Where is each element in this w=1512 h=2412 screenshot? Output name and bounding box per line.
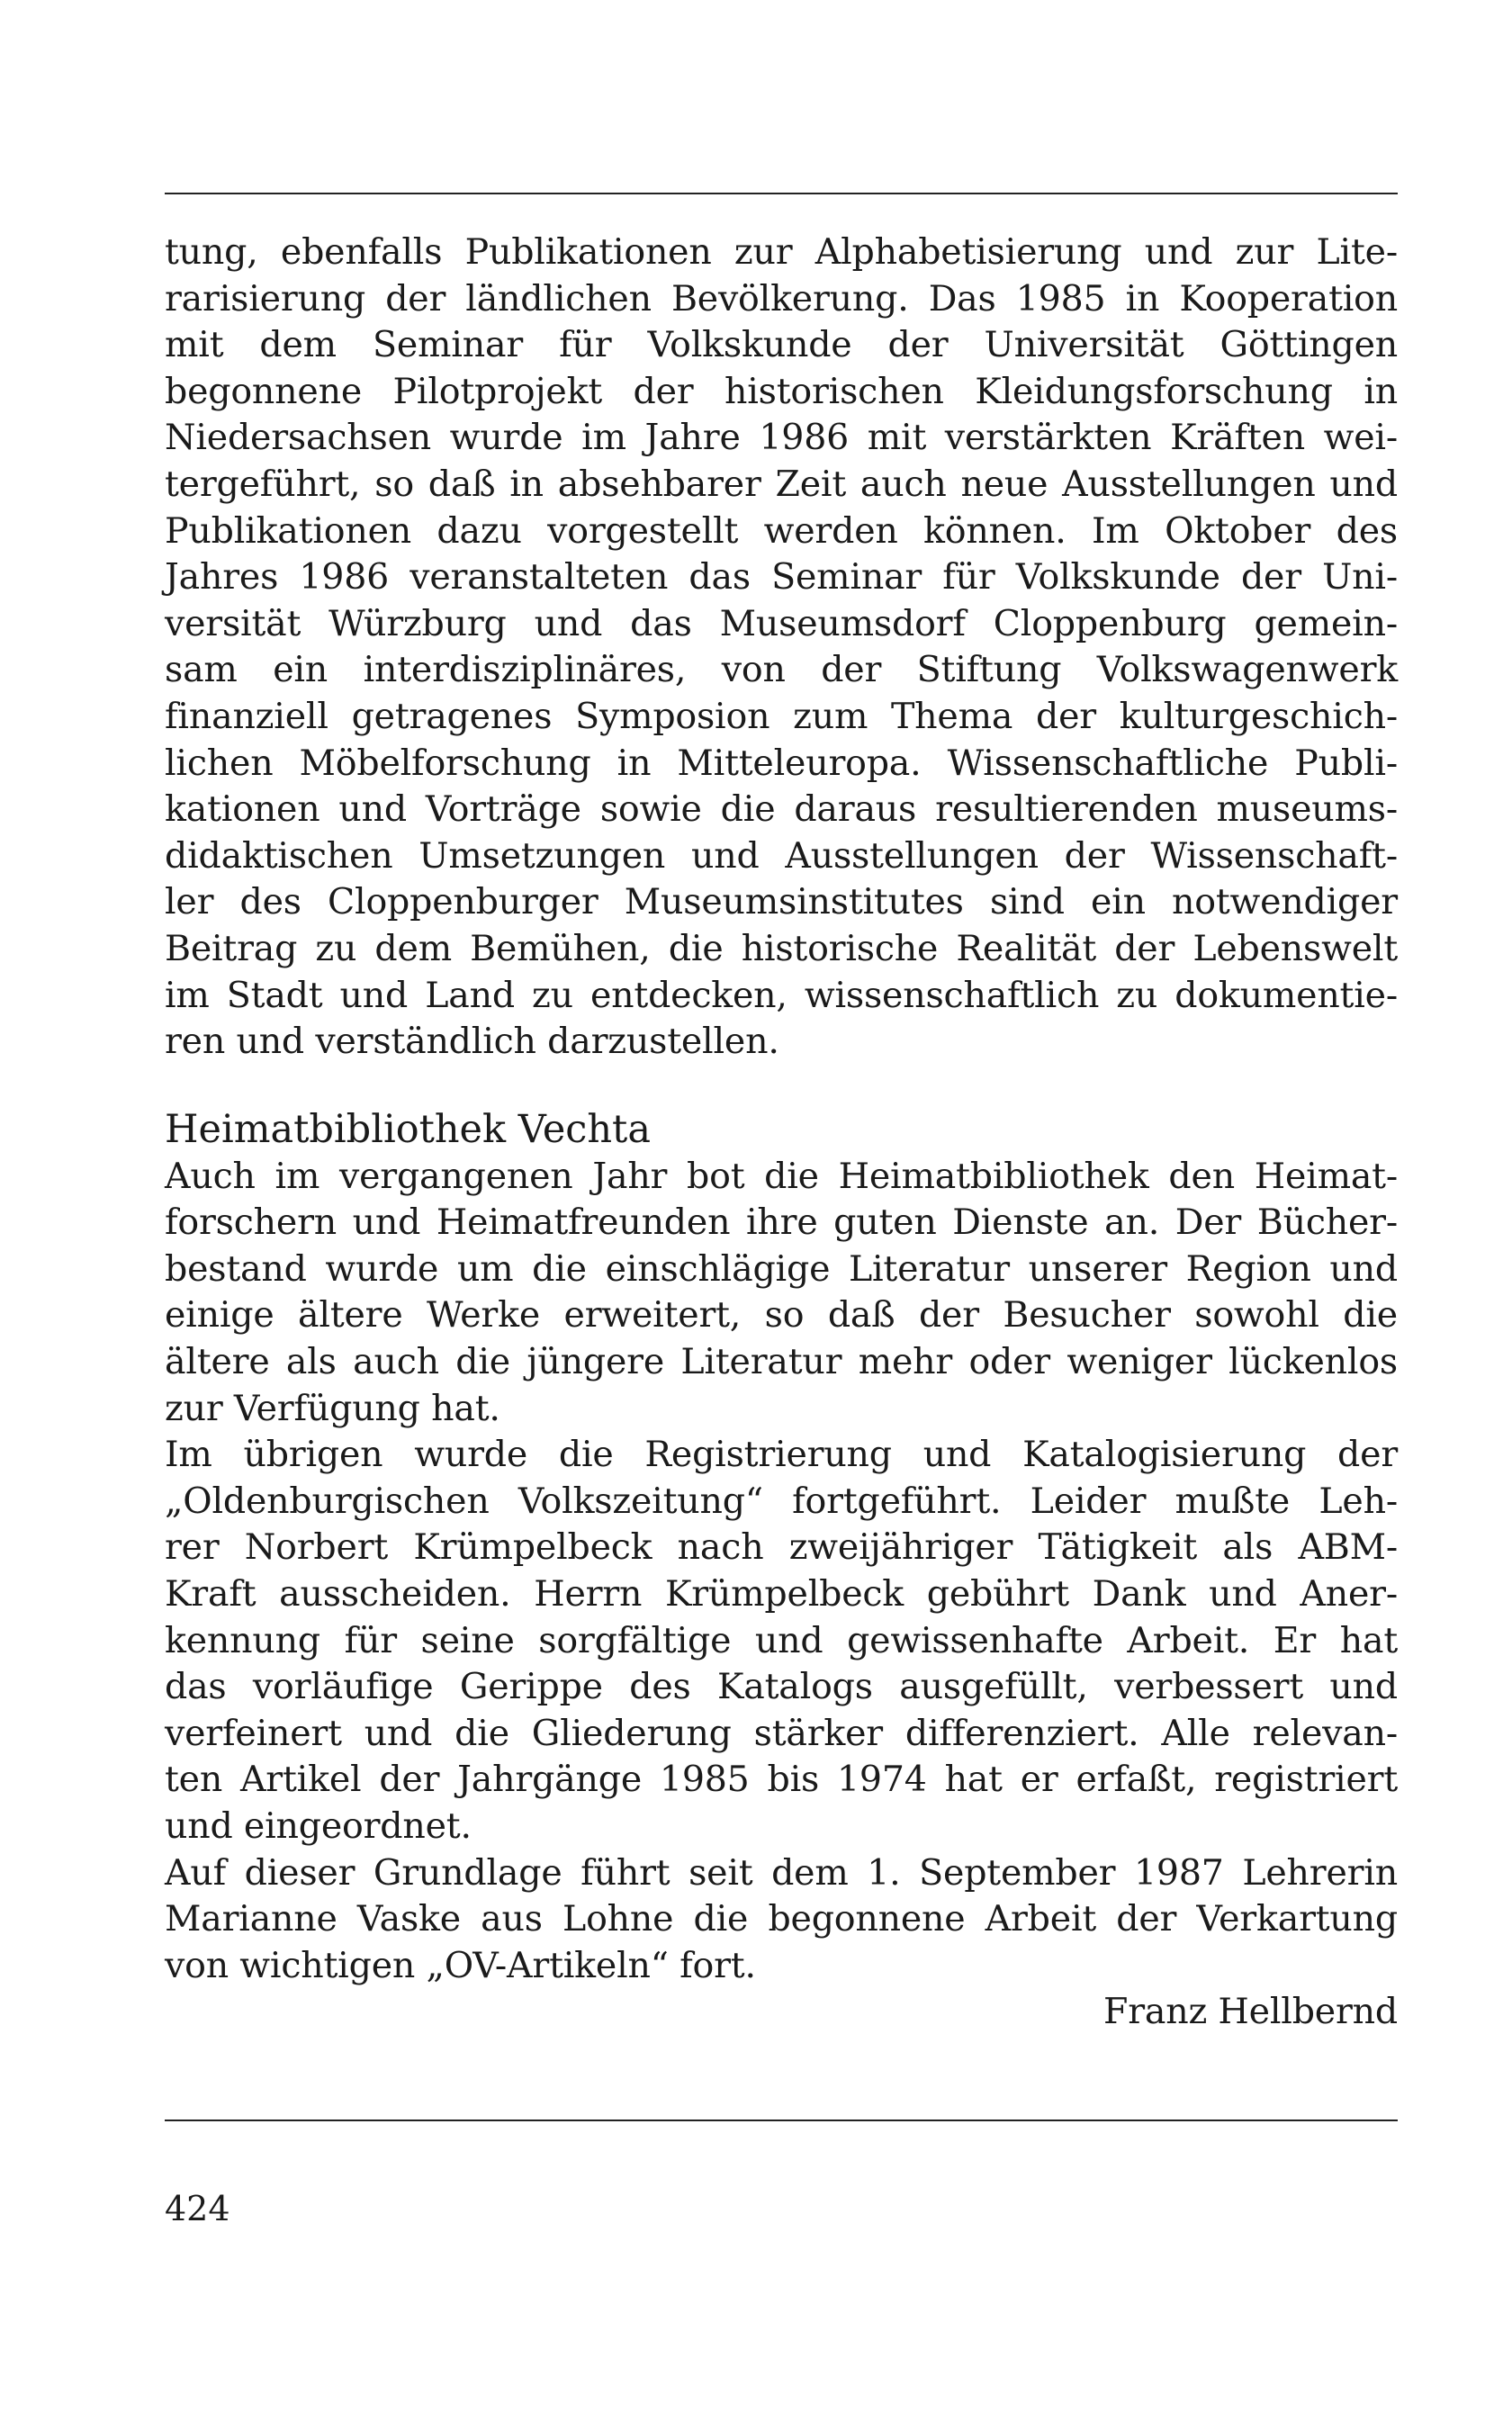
text-line: Niedersachsen wurde im Jahre 1986 mit verstärkten Kräften wei-	[165, 417, 1398, 459]
text-line: das vorläufige Gerippe des Katalogs ausgefüllt, verbessert und	[165, 1666, 1398, 1708]
text-line: rer Norbert Krümpelbeck nach zweijähriger Tätigkeit als ABM-	[165, 1526, 1398, 1569]
section-heading: Heimatbibliothek Vechta	[165, 1106, 651, 1152]
text-line: ren und verständlich darzustellen.	[165, 1021, 779, 1063]
text-line: sam ein interdisziplinäres, von der Stiftung Volkswagenwerk	[165, 649, 1398, 691]
page-body	[165, 230, 1398, 2036]
text-line: verfeinert und die Gliederung stärker differenziert. Alle relevan-	[165, 1712, 1398, 1754]
paragraph-2	[165, 1154, 1398, 1433]
text-line: Marianne Vaske aus Lohne die begonnene Arbeit der Verkartung	[165, 1898, 1398, 1940]
text-line: zur Verfügung hat.	[165, 1387, 500, 1429]
text-line: rarisierung der ländlichen Bevölkerung. Das 1985 in Kooperation	[165, 277, 1398, 320]
text-line: forschern und Heimatfreunden ihre guten Dienste an. Der Bücher-	[165, 1202, 1398, 1244]
text-line: tung, ebenfalls Publikationen zur Alphabetisierung und zur Lite-	[165, 231, 1398, 273]
paragraph-3	[165, 1432, 1398, 1850]
paragraph-4	[165, 1850, 1398, 1990]
text-line: mit dem Seminar für Volkskunde der Universität Göttingen	[165, 324, 1398, 366]
text-line: und eingeordnet.	[165, 1805, 472, 1847]
text-line: begonnene Pilotprojekt der historischen Kleidungsforschung in	[165, 370, 1398, 412]
text-line: ler des Cloppenburger Museumsinstitutes sind ein notwendiger	[165, 881, 1398, 923]
text-line: „Oldenburgischen Volkszeitung“ fortgeführt. Leider mußte Leh-	[165, 1480, 1398, 1522]
text-line: Auch im vergangenen Jahr bot die Heimatbibliothek den Heimat-	[165, 1155, 1398, 1197]
text-line: lichen Möbelforschung in Mitteleuropa. Wissenschaftliche Publi-	[165, 742, 1398, 784]
text-line: ten Artikel der Jahrgänge 1985 bis 1974 hat er erfaßt, registriert	[165, 1759, 1398, 1801]
text-line: Kraft ausscheiden. Herrn Krümpelbeck gebührt Dank und Aner-	[165, 1573, 1398, 1616]
top-rule	[165, 193, 1398, 194]
text-line: didaktischen Umsetzungen und Ausstellungen der Wissenschaft-	[165, 834, 1398, 877]
text-line: tergeführt, so daß in absehbarer Zeit auch neue Ausstellungen und	[165, 463, 1398, 505]
text-line: Im übrigen wurde die Registrierung und Katalogisierung der	[165, 1434, 1398, 1476]
text-line: Publikationen dazu vorgestellt werden können. Im Oktober des	[165, 509, 1398, 552]
text-line: bestand wurde um die einschlägige Literatur unserer Region und	[165, 1247, 1398, 1290]
text-line: Jahres 1986 veranstalteten das Seminar für Volkskunde der Uni-	[165, 556, 1398, 598]
author-signature: Franz Hellbernd	[1102, 1991, 1398, 2033]
text-line: von wichtigen „OV-Artikeln“ fort.	[165, 1944, 756, 1986]
bottom-rule	[165, 2120, 1398, 2121]
text-line: kennung für seine sorgfältige und gewissenhafte Arbeit. Er hat	[165, 1619, 1398, 1661]
text-line: kationen und Vorträge sowie die daraus resultierenden museums-	[165, 788, 1398, 831]
text-line: finanziell getragenes Symposion zum Thema der kulturgeschich-	[165, 695, 1398, 737]
text-line: einige ältere Werke erweitert, so daß der Besucher sowohl die	[165, 1294, 1398, 1336]
text-line: Beitrag zu dem Bemühen, die historische Realität der Lebenswelt	[165, 927, 1398, 969]
text-line: ältere als auch die jüngere Literatur mehr oder weniger lückenlos	[165, 1341, 1398, 1383]
text-line: Auf dieser Grundlage führt seit dem 1. September 1987 Lehrerin	[165, 1851, 1398, 1894]
text-line: versität Würzburg und das Museumsdorf Cloppenburg gemein-	[165, 602, 1398, 644]
paragraph-1	[165, 230, 1398, 1066]
page-number: 424	[165, 2189, 230, 2228]
text-line: im Stadt und Land zu entdecken, wissenschaftlich zu dokumentie-	[165, 974, 1398, 1016]
